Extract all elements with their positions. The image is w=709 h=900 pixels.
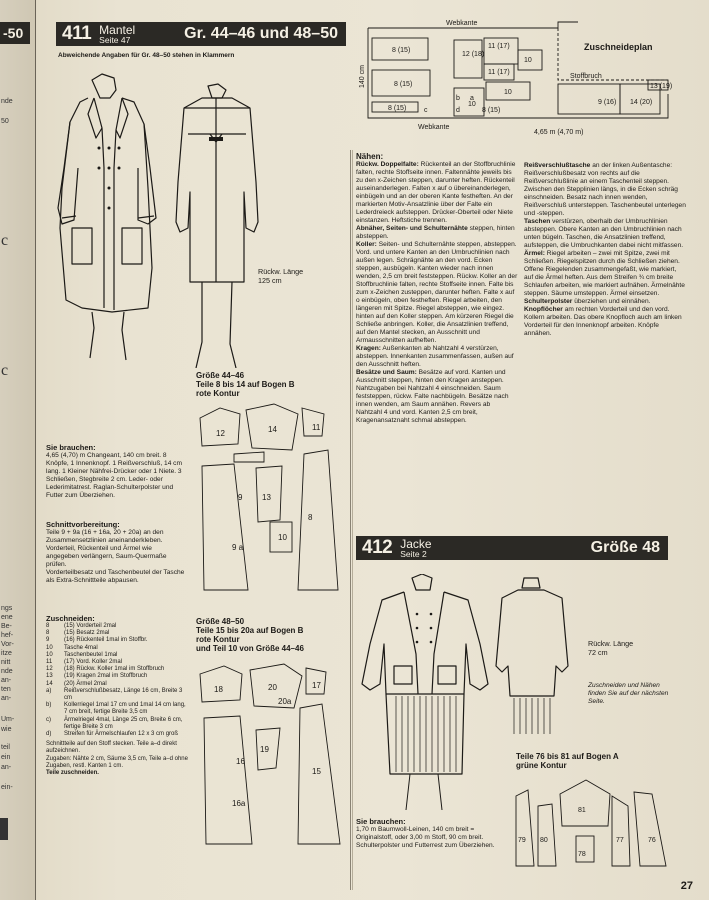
back-length-412	[588, 640, 633, 657]
size-note: Abweichende Angaben für Gr. 48–50 stehen in Klammern	[58, 52, 235, 59]
layout-piece: 9 (16)	[598, 99, 617, 106]
fabric-length: 4,65 m (4,70 m)	[534, 129, 584, 136]
previous-page-fragment: ene	[1, 614, 13, 621]
materials-title: Sie brauchen:	[356, 817, 406, 826]
cutting-row-key: 13	[46, 673, 53, 680]
layout-piece: 8 (15)	[394, 81, 413, 88]
size1-parts: Teile 8 bis 14 auf Bogen B	[196, 380, 295, 389]
previous-page-fragment: ngs	[1, 605, 13, 612]
sewing-step: Reißverschlußtasche an der linken Außentasche: Reißverschlußbesatz von rechts auf die Reißverschlußlinie an einem Taschenteil steppen. Zwischen den Stepplinien längs, in die Ecken schräg einschneiden. Besatz nach innen wenden, Reißverschluß untersteppen. Taschenbeutel unterlegen und -steppen.	[524, 162, 686, 217]
column-divider	[352, 150, 353, 890]
previous-page-size-label: -50	[0, 22, 30, 44]
previous-page-fragment: Um-	[1, 716, 15, 723]
svg-text:80: 80	[540, 837, 548, 844]
cutting-row	[46, 688, 188, 702]
materials-411	[46, 444, 186, 500]
size-44-46-heading	[196, 371, 346, 398]
materials-text: 1,70 m Baumwoll-Leinen, 140 cm breit = Originalstoff, oder 3,00 m Stoff, 90 cm breit. Schulterpolster und Futterrest zum Überziehen.	[356, 826, 495, 849]
cutting-row	[46, 659, 188, 666]
cutting-row-value: Kollerriegel 1mal 17 cm und 1mal 14 cm lang, 7 cm breit, fertige Breite 3,5 cm	[64, 702, 186, 716]
layout-title: Zuschneideplan	[584, 42, 653, 52]
pattern-name-block	[99, 24, 135, 45]
layout-piece: 13 (19)	[650, 83, 673, 90]
cutting-row	[46, 717, 188, 731]
svg-text:16: 16	[236, 757, 245, 766]
cutting-row-value: (15) Vorderteil 2mal	[64, 623, 117, 629]
svg-text:11: 11	[312, 423, 321, 432]
svg-text:79: 79	[518, 837, 526, 844]
cutting-instructions: Schnittteile auf den Stoff stecken. Teile a–d direkt aufzeichnen.	[46, 741, 177, 755]
layout-piece: 12 (18)	[462, 51, 485, 58]
cutting-row	[46, 645, 188, 652]
layout-piece: c	[424, 107, 428, 114]
cutting-row-value: (20) Ärmel 2mal	[64, 680, 107, 687]
size2-parts: Teile 15 bis 20a auf Bogen B	[196, 626, 304, 635]
cutting-row-key: 8	[46, 630, 50, 637]
previous-page-fragment: c	[1, 362, 9, 379]
cutting-row-value: (19) Kragen 2mal im Stoffbruch	[64, 673, 148, 680]
previous-page-fragment: ten	[1, 686, 11, 693]
cutting-row	[46, 702, 188, 716]
preparation-text-3: Vorderteilbesatz und Taschenbeutel der Tasche als Extra-Schnittteile abpausen.	[46, 569, 185, 584]
sewing-step: Knopflöcher am rechten Vorderteil und den vord. Kollern arbeiten. Das obere Knopfloch auch am linken Vorderteil für den Innenknopf arbeiten. Knöpfe annähen.	[524, 306, 682, 337]
jacket-parts-heading	[516, 752, 686, 770]
svg-text:20a: 20a	[278, 697, 292, 706]
coat-back-illustration	[172, 82, 262, 368]
previous-page-fragment: nde	[1, 668, 13, 675]
jacket-parts-contour: grüne Kontur	[516, 761, 567, 770]
size2-title: Größe 48–50	[196, 617, 245, 626]
cutting-row	[46, 637, 188, 644]
cutting-layout-diagram	[358, 14, 698, 140]
cutting-row	[46, 731, 188, 738]
cutting-row-value: Ärmelriegel 4mal, Länge 25 cm, Breite 6 cm, fertige Breite 3 cm	[64, 716, 183, 730]
previous-page-fragment: an-	[1, 677, 12, 684]
cutting-row	[46, 673, 188, 680]
layout-piece: d	[456, 107, 460, 114]
sewing-step: Taschen verstürzen, oberhalb der Umbruchlinien absteppen. Obere Kanten an den Umbruchlinien nach unten bügeln. Taschen, die Ansatzlinien treffend, aufsteppen, die Umbruchkanten dabei nicht mitfassen.	[524, 218, 684, 249]
jacket-parts-title: Teile 76 bis 81 auf Bogen A	[516, 752, 619, 761]
previous-page-fragment: an-	[1, 764, 12, 771]
materials-412	[356, 818, 506, 850]
cutting-row	[46, 681, 188, 688]
svg-text:12: 12	[216, 429, 225, 438]
back-length-value: 72 cm	[588, 647, 608, 657]
previous-page-fragment: Vor-	[1, 641, 14, 648]
seam-allowances: Zugaben: Nähte 2 cm, Säume 3,5 cm, Teile a–d ohne Zugaben, restl. Kanten 1 cm.	[46, 755, 188, 769]
pattern-pieces-jacket	[512, 776, 672, 872]
layout-piece: 14 (20)	[630, 99, 653, 106]
previous-page-fragment: an-	[1, 695, 12, 702]
pattern-number: 411	[62, 23, 92, 44]
layout-piece: 10	[524, 57, 532, 64]
cutting-title: Zuschneiden:	[46, 614, 95, 623]
svg-text:10: 10	[278, 533, 287, 542]
layout-piece: 10	[468, 101, 476, 108]
layout-piece: 11 (17)	[488, 43, 510, 50]
back-length-label: Rückw. Länge	[588, 639, 634, 648]
svg-text:15: 15	[312, 767, 321, 776]
previous-page-fragment: ein-	[1, 784, 13, 791]
page-tab-marker	[0, 818, 8, 840]
preparation-title: Schnittvorbereitung:	[46, 520, 120, 529]
cutting-row-value: Taschenbeutel 1mal	[64, 651, 118, 658]
size2-extra: und Teil 10 von Größe 44–46	[196, 644, 304, 653]
size2-contour: rote Kontur	[196, 635, 240, 644]
size-48-50-heading	[196, 617, 346, 653]
pattern-page-ref: Seite 2	[400, 548, 427, 559]
pattern-size: Größe 48	[590, 539, 660, 556]
selvage-label: Webkante	[446, 20, 478, 27]
cutting-411	[46, 614, 188, 777]
preparation-text-2: Vorderteil, Rückenteil und Ärmel wie angegeben verlängern, Saum-Quermaße prüfen.	[46, 545, 167, 568]
jacket-back-illustration	[492, 576, 572, 736]
sewing-step: Kragen: Außenkanten ab Nahtzahl 4 verstürzen, absteppen. Innenkanten zusammenfassen, außen auf den Ausschnitt heften.	[356, 345, 514, 368]
svg-text:9: 9	[238, 493, 243, 502]
cutting-row-key: 14	[46, 680, 53, 687]
layout-piece: 8 (15)	[388, 105, 407, 112]
layout-piece: a	[470, 95, 474, 102]
svg-text:76: 76	[648, 837, 656, 844]
previous-page-fragment: teil	[1, 744, 10, 751]
svg-text:16a: 16a	[232, 799, 246, 808]
materials-title: Sie brauchen:	[46, 443, 96, 452]
svg-text:20: 20	[268, 683, 277, 692]
next-page-note: Zuschneiden und Nähen finden Sie auf der nächsten Seite.	[588, 682, 669, 705]
previous-page-fragment: Be-	[1, 623, 12, 630]
sewing-step: Koller: Seiten- und Schulternähte steppen, absteppen. Vord. und untere Kanten an den Umbruchlinien nach außen legen. Schrägnähte an den vord. Ecken steppen, ausbügeln. Kanten wieder nach innen wenden, 2,5 cm breit feststeppen. Rückw. Koller an der Stoffbruchlinie falten, rechte Stoffseite innen. Falte bis zum x-Zeichen zusteppen, darunter heften. Falte x auf o einbügeln, oben festheften. Riegel arbeiten, den längeren mit Spitze. Riegel absteppen, wie eingez. hinten auf den Koller steppen. Am kürzeren Riegel die Schließe anbringen. Koller, die Ansatzlinien treffend, auf den Mantel stecken, an Ausschnitt und Armausschnitten aufheften.	[356, 241, 518, 344]
svg-text:14: 14	[268, 425, 277, 434]
pattern-size: Gr. 44–46 und 48–50	[184, 25, 338, 42]
svg-text:81: 81	[578, 807, 586, 814]
column-divider	[350, 150, 351, 890]
cutting-row-key: c)	[46, 716, 51, 723]
cutting-list	[46, 623, 188, 738]
selvage-label: Webkante	[418, 124, 450, 131]
preparation-411	[46, 521, 186, 585]
cutting-row-value: (17) Vord. Koller 2mal	[64, 659, 123, 666]
layout-piece: 11 (17)	[488, 69, 510, 76]
cutting-row-value: Reißverschlußbesatz, Länge 16 cm, Breite 3 cm	[64, 687, 183, 702]
cutting-row-key: 10	[46, 651, 53, 658]
cutting-row-key: 9	[46, 637, 50, 644]
page-number: 27	[680, 880, 693, 892]
svg-text:17: 17	[312, 681, 321, 690]
fold-label: Stoffbruch	[570, 73, 602, 80]
sewing-step: Schulterpolster überziehen und einnähen.	[524, 298, 651, 305]
previous-page-fragment: nde	[1, 98, 13, 105]
svg-text:18: 18	[214, 685, 223, 694]
cutting-row-value: Tasche 4mal	[64, 644, 98, 651]
svg-text:19: 19	[260, 745, 269, 754]
size1-title: Größe 44–46	[196, 371, 245, 380]
sewing-step: Besätze und Saum: Besätze auf vord. Kanten und Ausschnitt steppen, hinten den Kragen ansteppen. Nahtzugaben bei Nahtzahl 4 einschneiden. Saum feststeppen, rückw. Falte nachbügeln. Besätze nach innen wenden, am Saum annähen. Revers ab Nahtzahl 4 und vord. Kanten 2,5 cm breit, Kragenansatznaht schmal absteppen.	[356, 369, 509, 424]
fabric-width: 140 cm	[359, 65, 366, 88]
previous-page-fragment: 50	[1, 118, 9, 125]
cutting-row-key: 11	[46, 659, 53, 666]
pattern-name-block	[400, 538, 431, 559]
pattern-pieces-48-50	[194, 660, 344, 850]
svg-text:9 a: 9 a	[232, 543, 244, 552]
cutting-row-value: Streifen für Ärmelschlaufen 12 x 3 cm groß	[64, 731, 179, 738]
sewing-step: Abnäher, Seiten- und Schulternähte steppen, hinten absteppen.	[356, 225, 515, 240]
sewing-title: Nähen:	[356, 152, 384, 161]
cutting-row	[46, 623, 188, 630]
previous-page-fragment: ein	[1, 754, 11, 761]
pattern-pieces-44-46	[194, 400, 344, 596]
coat-front-illustration	[52, 68, 164, 368]
materials-text: 4,65 (4,70) m Changeant, 140 cm breit. 8 Knöpfe, 1 Innenknopf. 1 Reißverschluß, 14 cm lang. 1 Kleiner Nähfrei-Drücker oder 1 Niete. 3 Schließen, Stegbreite 2 cm. Leder- oder Lederimitatrest. Raglan-Schulterpolster und Futter zum Überziehen.	[46, 452, 182, 499]
previous-page-fragment: nitt	[1, 659, 11, 666]
svg-text:78: 78	[578, 851, 586, 858]
cutting-row-key: a)	[46, 687, 52, 694]
layout-piece: 8 (15)	[482, 107, 501, 114]
previous-page-fragment: wie	[1, 726, 12, 733]
cutting-row	[46, 630, 188, 637]
cutting-row-key: 8	[46, 623, 50, 629]
back-length-411	[258, 268, 303, 285]
cutting-row-key: 10	[46, 644, 53, 651]
pattern-page-ref: Seite 47	[99, 34, 131, 45]
svg-text:13: 13	[262, 493, 271, 502]
jacket-front-illustration	[360, 574, 490, 810]
pattern-name: Mantel	[99, 22, 136, 37]
cutting-row	[46, 652, 188, 659]
cutting-row-value: (16) Rückenteil 1mal im Stoffbr.	[64, 637, 148, 644]
previous-page-fragment: hef-	[1, 632, 14, 639]
pattern-411-header	[56, 22, 346, 46]
pattern-name: Jacke	[400, 536, 432, 551]
layout-piece: 10	[504, 89, 512, 96]
sewing-step: Rückw. Doppelfalte: Rückenteil an der Stoffbruchlinie falten, rechte Stoffseite innen. Faltennähte jeweils bis zu den x-Zeichen steppen, darunter heften. Rückenteil auseinanderlegen. Falten x auf o übereinanderlegen, einbügeln und an der oberen Kante festheften. An der markierten Motiv-Ansatzlinie über der Falte ein Lederdreieck aufsteppen. Drücker-Oberteil oder Niete einstanzen. Heftstiche trennen.	[356, 161, 516, 224]
previous-page-strip	[0, 0, 36, 900]
cutting-row-key: 12	[46, 666, 53, 673]
sewing-column-2	[524, 162, 686, 338]
sewing-step: Ärmel: Riegel arbeiten – zwei mit Spitze, zwei mit Schließen. Riegelspitzen durch die Schließen ziehen. Offene Riegelenden zusammengefaßt, wie markiert, auf die Ärmel heften. Aus dem Streifen ¾ cm breite Schlaufen arbeiten, wie markiert aufnähen. Ärmelnähte steppen. Säume umsteppen. Ärmel einsetzen.	[524, 250, 685, 297]
pattern-412-header	[356, 536, 668, 560]
layout-piece: 8 (15)	[392, 47, 411, 54]
sewing-column-1	[356, 152, 518, 425]
cutting-row-key: b)	[46, 702, 52, 709]
layout-piece: b	[456, 95, 460, 102]
svg-text:8: 8	[308, 513, 313, 522]
cutting-row-value: (18) Rückw. Koller 1mal im Stoffbruch	[64, 666, 165, 673]
previous-page-fragment: c	[1, 232, 9, 249]
cut-final: Teile zuschneiden.	[46, 770, 99, 777]
back-length-label: Rückw. Länge	[258, 267, 304, 276]
size1-contour: rote Kontur	[196, 389, 240, 398]
cutting-row-value: (15) Besatz 2mal	[64, 630, 110, 637]
back-length-value: 125 cm	[258, 275, 282, 285]
pattern-number: 412	[362, 537, 393, 558]
previous-page-fragment: itze	[1, 650, 12, 657]
cutting-row	[46, 666, 188, 673]
preparation-text-1: Teile 9 + 9a (16 + 16a, 20 + 20a) an den Zusammensetzlinien aneinanderkleben.	[46, 529, 164, 544]
cutting-row-key: d)	[46, 731, 52, 738]
svg-text:77: 77	[616, 837, 624, 844]
